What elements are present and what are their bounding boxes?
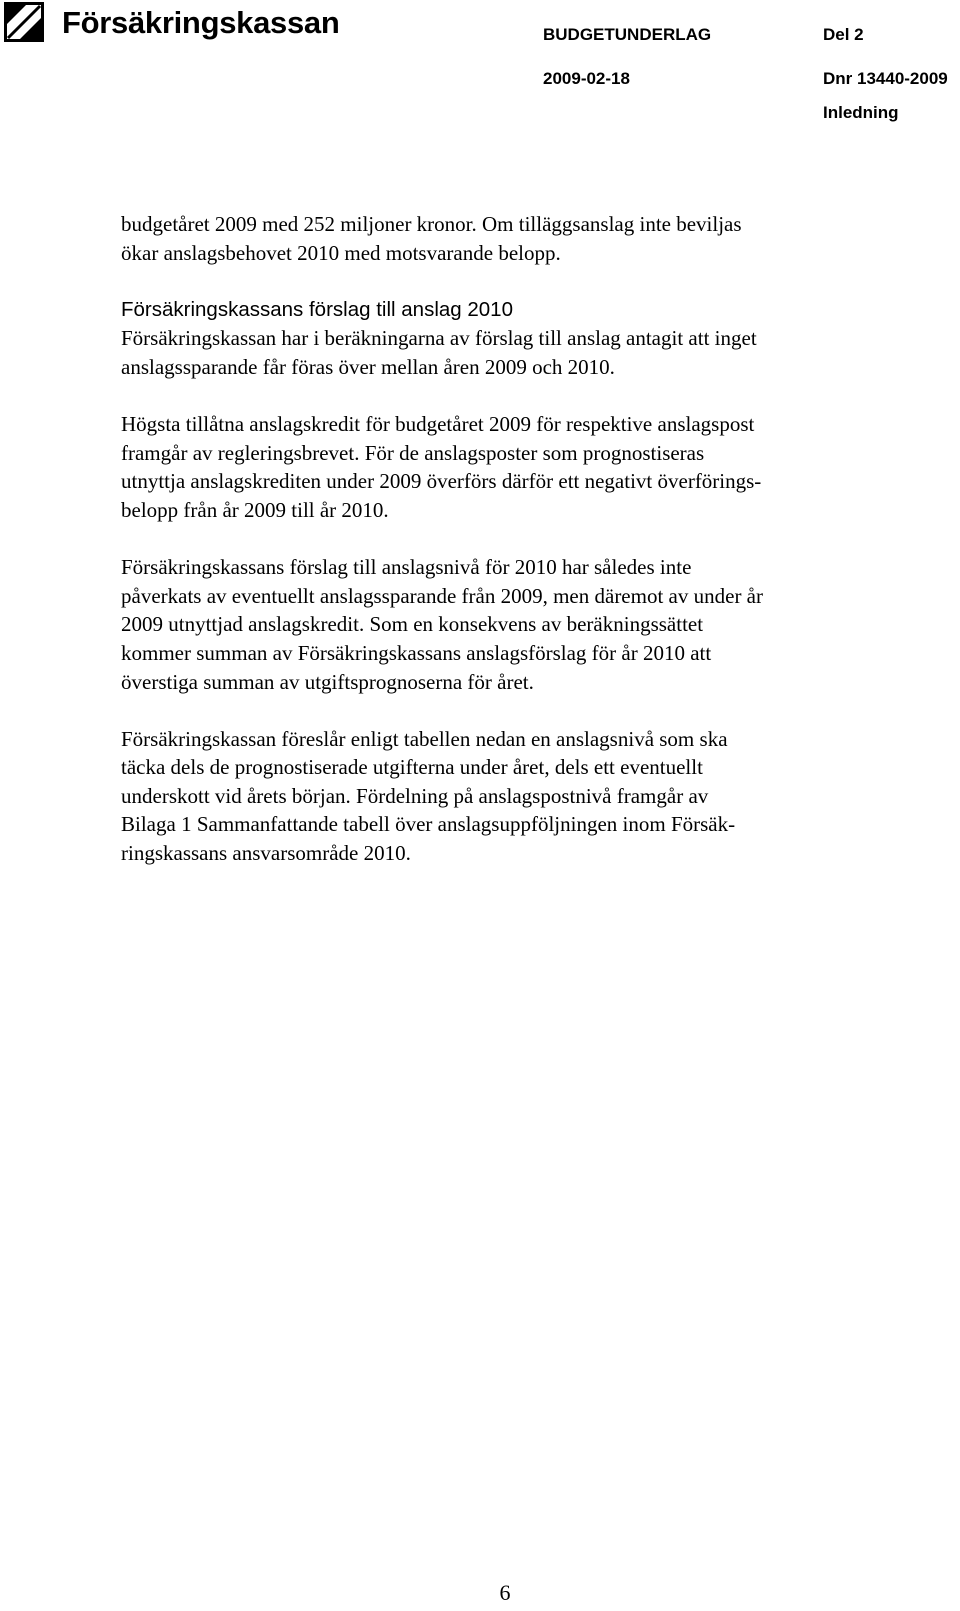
paragraph-5 [121,725,911,868]
text-line: påverkats av eventuellt anslagssparande från 2009, men däremot av under år [121,583,763,608]
document-date: 2009-02-18 [543,69,630,88]
section-block [121,296,911,382]
text-line: täcka dels de prognostiserade utgifterna under året, dels ett eventuellt [121,755,703,780]
text-line: Försäkringskassan har i beräkningarna av förslag till anslag antagit att inget [121,326,757,351]
text-line: kommer summan av Försäkringskassans anslagsförslag för år 2010 att [121,640,712,665]
text-line: Högsta tillåtna anslagskredit för budgetåret 2009 för respektive anslagspost [121,412,755,437]
text-line: Försäkringskassan föreslår enligt tabellen nedan en anslagsnivå som ska [121,726,728,751]
text-line: Försäkringskassans förslag till anslagsnivå för 2010 har således inte [121,555,692,580]
paragraph-1 [121,210,911,267]
text-line: anslagssparande får föras över mellan åren 2009 och 2010. [121,354,615,379]
page-number: 6 [499,1580,511,1605]
text-line: underskott vid årets början. Fördelning på anslagspostnivå framgår av [121,783,709,808]
text-line: Bilaga 1 Sammanfattande tabell över anslagsuppföljningen inom Försäk- [121,812,736,837]
forsakringskassan-logo-icon [4,2,44,42]
text-line: 2009 utnyttjad anslagskredit. Som en konsekvens av beräkningssättet [121,612,704,637]
text-line: utnyttja anslagskrediten under 2009 överförs därför ett negativt överförings- [121,469,762,494]
document-dnr: Dnr 13440-2009 [823,69,948,88]
text-line: belopp från år 2009 till år 2010. [121,497,389,522]
header-logo [4,2,340,42]
text-line: ringskassans ansvarsområde 2010. [121,841,411,866]
logo-text: Försäkringskassan [62,5,340,40]
paragraph-3 [121,410,911,524]
document-title: BUDGETUNDERLAG [543,25,712,44]
document-body [121,210,911,896]
text-line: överstiga summan av utgiftsprognoserna för året. [121,669,534,694]
paragraph-4 [121,553,911,696]
text-line: ökar anslagsbehovet 2010 med motsvarande belopp. [121,240,561,265]
text-line: framgår av regleringsbrevet. För de anslagsposter som prognostiseras [121,440,705,465]
document-part: Del 2 [823,25,864,44]
section-heading: Försäkringskassans förslag till anslag 2010 [121,297,513,321]
text-line: budgetåret 2009 med 252 miljoner kronor. Om tilläggsanslag inte beviljas [121,212,742,236]
document-section: Inledning [823,103,899,122]
